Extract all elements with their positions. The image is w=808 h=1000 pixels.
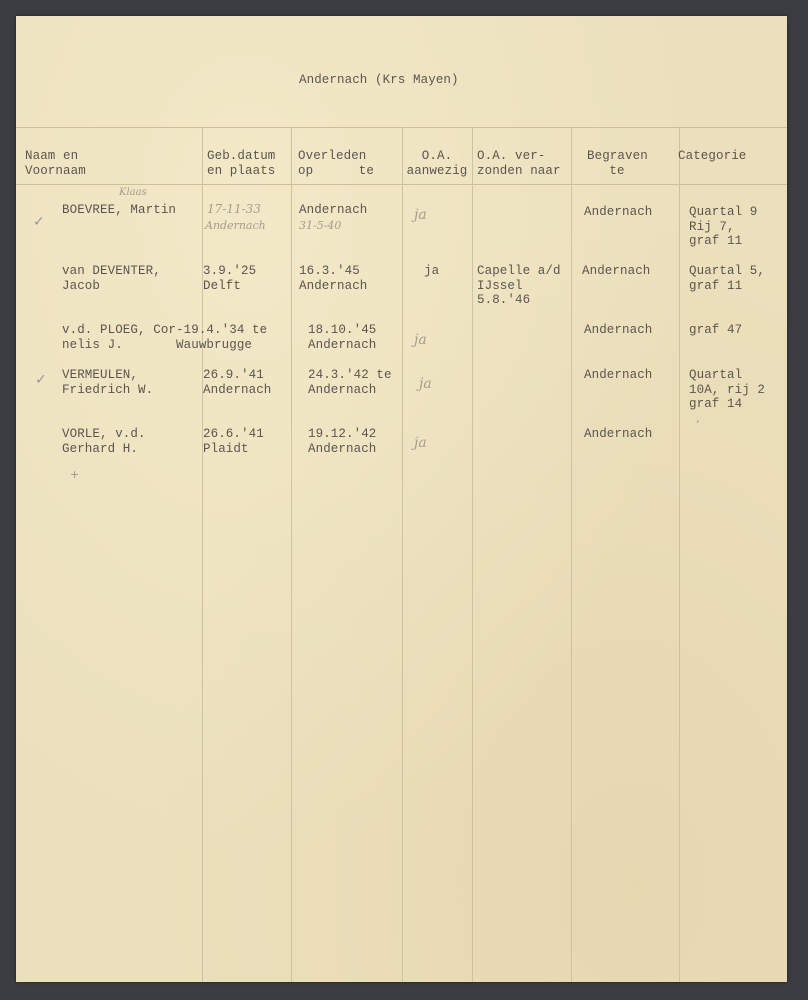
row-overleden: 19.12.'42 Andernach [308,427,377,456]
row-note: Klaas [119,187,147,198]
column-divider [402,127,403,982]
page-title: Andernach (Krs Mayen) [299,73,459,87]
header-begraven: Begraven te [587,149,648,178]
row-overleden: 16.3.'45 Andernach [299,264,368,293]
row-geb: 3.9.'25 Delft [203,264,257,293]
row-overleden-hand: 31-5-40 [299,219,342,232]
column-divider [291,127,292,982]
row-begraven: Andernach [584,205,653,219]
row-geb: 26.9.'41 Andernach [203,368,272,397]
row-oa-aanwezig: ja [424,264,440,278]
row-categorie: Quartal 10A, rij 2 graf 14 [689,368,766,411]
column-divider [472,127,473,982]
header-categorie: Categorie [678,149,747,163]
row-oa-aanwezig: ja [414,332,427,348]
row-geb: 26.6.'41 Plaidt [203,427,264,456]
row-begraven: Andernach [584,368,653,382]
header-oa-verzonden: O.A. ver- zonden naar [477,149,561,178]
row-oa-aanwezig: ja [414,207,427,223]
row-naam: v.d. PLOEG, Cor-19.4.'34 te nelis J. Wauwbrugge [62,323,268,352]
document-page [16,16,787,982]
checkmark-icon: ✓ [33,214,45,230]
row-begraven: Andernach [584,323,653,337]
column-divider [571,127,572,982]
row-categorie: Quartal 9 Rij 7, graf 11 [689,205,758,248]
row-begraven: Andernach [582,264,651,278]
row-naam: VORLE, v.d. Gerhard H. [62,427,146,456]
row-oa-verzonden: Capelle a/d IJssel 5.8.'46 [477,264,561,307]
row-naam: VERMEULEN, Friedrich W. [62,368,154,397]
row-overleden: 18.10.'45 Andernach [308,323,377,352]
pencil-mark: , [696,412,700,425]
row-naam: van DEVENTER, Jacob [62,264,161,293]
checkmark-icon: ✓ [35,372,47,388]
row-categorie: Quartal 5, graf 11 [689,264,766,293]
row-overleden: Andernach [299,203,368,217]
header-naam: Naam en Voornaam [25,149,86,178]
column-divider [679,127,680,982]
row-categorie: graf 47 [689,323,743,337]
header-oa-aanwezig: O.A. aanwezig [406,149,468,178]
row-oa-aanwezig: ja [419,376,432,392]
row-geb-hand: 17-11-33 [207,202,261,216]
row-oa-aanwezig: ja [414,435,427,451]
pencil-mark: + [70,468,80,481]
header-geb: Geb.datum en plaats [207,149,276,178]
row-begraven: Andernach [584,427,653,441]
row-naam: BOEVREE, Martin [62,203,177,217]
column-divider [202,127,203,982]
header-overleden: Overleden op te [298,149,375,178]
row-overleden: 24.3.'42 te Andernach [308,368,392,397]
row-geb-hand: Andernach [205,219,266,232]
